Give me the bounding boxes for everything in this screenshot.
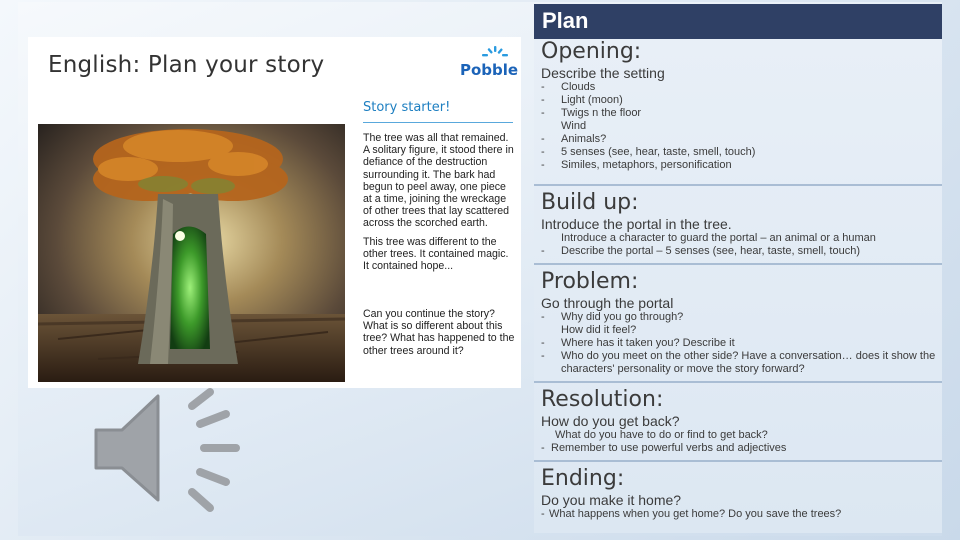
section-build-up: [534, 186, 942, 265]
list-item: - Clouds: [541, 81, 596, 93]
story-heading: Story starter!: [363, 100, 451, 115]
worksheet-panel: [28, 37, 521, 388]
plan-header: [534, 4, 942, 39]
section-ending: [534, 462, 942, 533]
section-heading: Ending:: [541, 466, 625, 491]
list-item: - Describe the portal – 5 senses (see, hear, taste, smell, touch): [541, 245, 860, 257]
list-item: How did it feel?: [561, 324, 637, 336]
list-item: - Who do you meet on the other side? Have a conversation… does it show the characters' personality or move the story forward?: [541, 350, 936, 375]
list-item: - Twigs n the floor: [541, 107, 642, 119]
section-heading: Problem:: [541, 269, 639, 294]
story-divider: [363, 122, 513, 123]
section-opening: [534, 39, 942, 186]
list-item: Introduce a character to guard the portal – an animal or a human: [561, 232, 876, 244]
section-resolution: [534, 383, 942, 462]
list-item: - Similes, metaphors, personification: [541, 159, 732, 171]
list-item: - What happens when you get home? Do you save the trees?: [541, 508, 842, 520]
speaker-icon[interactable]: [88, 384, 248, 524]
pobble-logo: [460, 45, 519, 79]
list-item: What do you have to do or find to get back?: [555, 429, 768, 441]
list-item: - 5 senses (see, hear, taste, smell, touch): [541, 146, 756, 158]
story-questions: Can you continue the story? What is so different about this tree? What has happened to the other trees around it?: [363, 308, 515, 357]
plan-title: Plan: [542, 8, 589, 33]
list-item: Wind: [561, 120, 587, 132]
section-heading: Opening:: [541, 39, 642, 64]
plan-body: [534, 39, 942, 533]
section-problem: [534, 265, 942, 383]
section-heading: Resolution:: [541, 387, 664, 412]
logo-text: Pobble: [460, 61, 519, 79]
list-item: - Where has it taken you? Describe it: [541, 337, 735, 349]
worksheet-title: English: Plan your story: [48, 52, 325, 78]
list-item: - Light (moon): [541, 94, 623, 106]
list-item: - Why did you go through?: [541, 311, 684, 323]
list-item: - Animals?: [541, 133, 607, 145]
tree-image: [38, 124, 345, 382]
section-heading: Build up:: [541, 190, 639, 215]
section-subheading: Introduce the portal in the tree.: [541, 216, 732, 232]
section-subheading: Go through the portal: [541, 295, 674, 311]
story-paragraph: This tree was different to the other trees. It contained magic. It contained hope...: [363, 235, 509, 273]
section-subheading: How do you get back?: [541, 413, 680, 429]
story-paragraph: The tree was all that remained. A solitary figure, it stood there in defiance of the destruction surrounding it. The bark had begun to peel away, one piece at a time, joining the wreckage of other trees that lay scattered across the scorched earth.: [363, 132, 514, 230]
section-subheading: Describe the setting: [541, 65, 665, 81]
list-item: - Remember to use powerful verbs and adjectives: [541, 442, 787, 454]
section-subheading: Do you make it home?: [541, 492, 682, 508]
story-text: [363, 132, 515, 278]
